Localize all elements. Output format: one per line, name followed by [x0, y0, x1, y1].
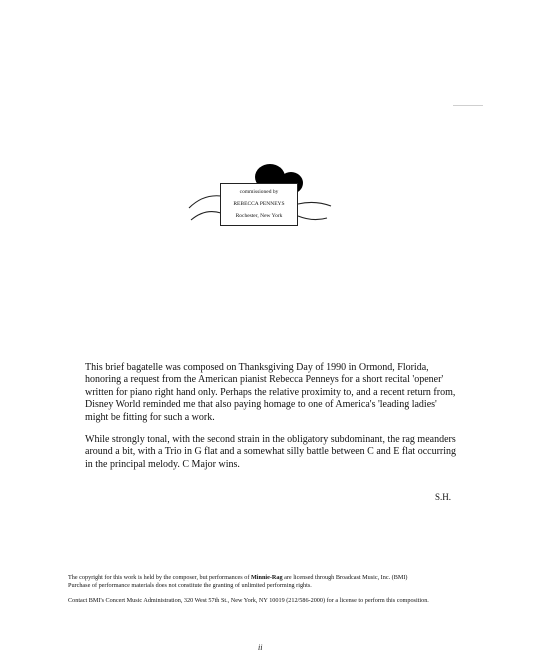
mouse-ears-emblem — [185, 158, 335, 238]
copyright-post: are licensed through Broadcast Music, Inc. (BMI) — [282, 574, 408, 581]
bmi-contact: Contact BMI's Concert Music Administration, 320 West 57th St., New York, NY 10019 (212/586-2000) for a license to perform this composition. — [68, 597, 429, 604]
author-initials: S.H. — [435, 492, 452, 502]
notes-paragraph-2: While strongly tonal, with the second strain in the obligatory subdominant, the rag meanders around a bit, with a Trio in G flat and a somewhat silly battle between C and E flat occurring in the principal melody. C Major wins. — [85, 434, 457, 470]
right-swirl-lower — [298, 216, 327, 220]
program-notes — [85, 362, 460, 481]
work-title: Minnie-Rag — [250, 574, 283, 581]
copyright-notice — [68, 574, 488, 590]
commissioner-name: REBECCA PENNEYS — [233, 201, 285, 207]
commission-stamp — [220, 183, 298, 226]
page-number: ii — [258, 643, 263, 652]
copyright-pre: The copyright for this work is held by the composer, but performances of — [68, 574, 251, 581]
scan-mark — [453, 105, 483, 106]
right-swirl-upper — [298, 202, 331, 206]
copyright-line-2: Purchase of performance materials does not constitute the granting of unlimited performing rights. — [68, 582, 312, 589]
copyright-footer — [68, 574, 488, 612]
left-swirl-lower — [191, 212, 221, 220]
commissioner-location: Rochester, New York — [235, 213, 283, 219]
commissioned-by-label: commissioned by — [239, 189, 279, 195]
notes-paragraph-1: This brief bagatelle was composed on Thanksgiving Day of 1990 in Ormond, Florida, honoring a request from the American pianist Rebecca Penneys for a short recital 'opener' written for piano right hand only. Perhaps the relative proximity to, and a recent return from, Disney World reminded me that also paying homage to one of America's 'leading ladies' might be fitting for such a work. — [85, 362, 456, 423]
left-swirl-upper — [189, 196, 221, 208]
